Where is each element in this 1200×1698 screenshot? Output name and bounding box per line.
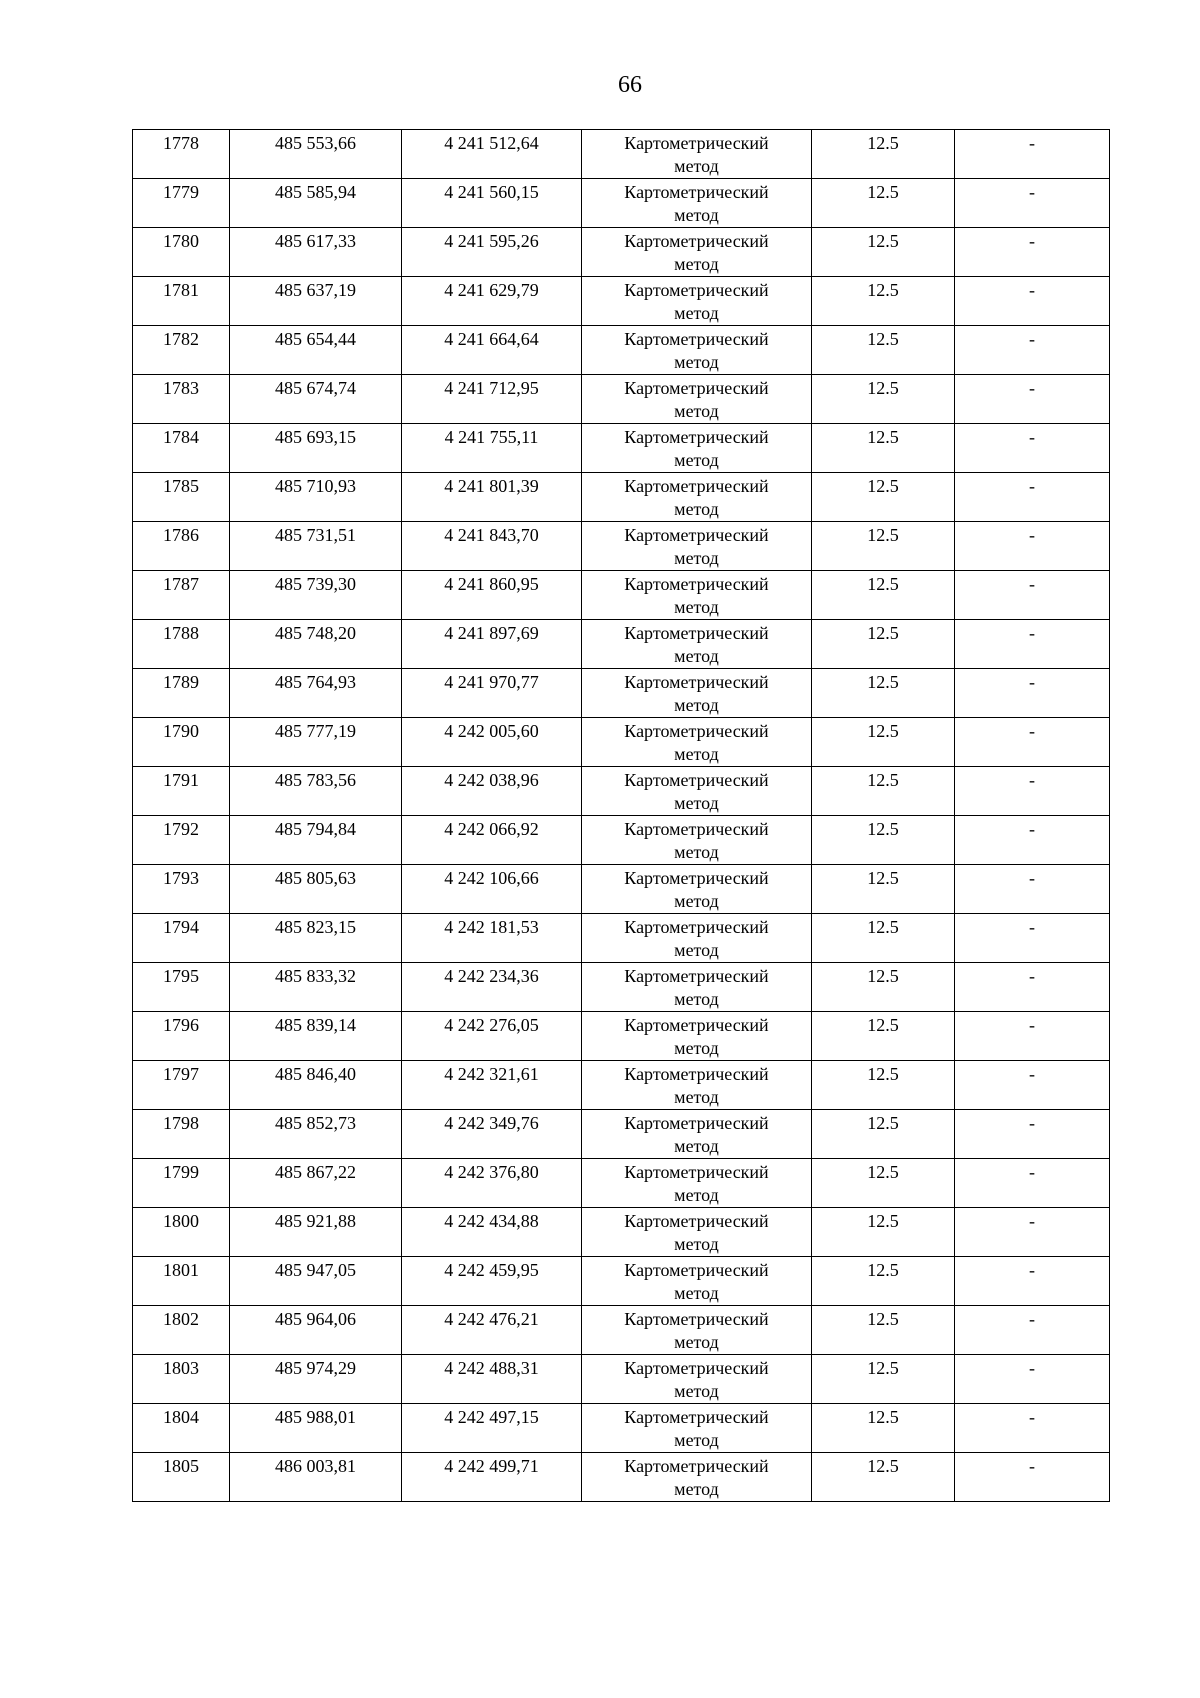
table-row bbox=[133, 228, 1110, 277]
method-text: Картометрический bbox=[624, 280, 769, 300]
table-row bbox=[133, 1306, 1110, 1355]
y-coordinate-cell: 4 241 860,95 bbox=[402, 571, 582, 620]
method-cell bbox=[582, 1355, 812, 1404]
note-cell: - bbox=[955, 1453, 1110, 1502]
table-row bbox=[133, 424, 1110, 473]
note-cell: - bbox=[955, 620, 1110, 669]
note-cell: - bbox=[955, 1159, 1110, 1208]
y-coordinate-cell: 4 242 459,95 bbox=[402, 1257, 582, 1306]
method-cell bbox=[582, 179, 812, 228]
point-number-cell: 1794 bbox=[133, 914, 230, 963]
table-row bbox=[133, 669, 1110, 718]
method-text: Картометрический bbox=[624, 1162, 769, 1182]
accuracy-cell: 12.5 bbox=[812, 1453, 955, 1502]
method-text: метод bbox=[674, 1332, 719, 1352]
method-cell bbox=[582, 816, 812, 865]
point-number-cell: 1781 bbox=[133, 277, 230, 326]
table-row bbox=[133, 914, 1110, 963]
point-number-cell: 1797 bbox=[133, 1061, 230, 1110]
method-text: Картометрический bbox=[624, 1358, 769, 1378]
method-cell bbox=[582, 277, 812, 326]
accuracy-cell: 12.5 bbox=[812, 130, 955, 179]
table-row bbox=[133, 1453, 1110, 1502]
method-text: метод bbox=[674, 597, 719, 617]
note-cell: - bbox=[955, 718, 1110, 767]
table-row bbox=[133, 130, 1110, 179]
note-cell: - bbox=[955, 130, 1110, 179]
accuracy-cell: 12.5 bbox=[812, 718, 955, 767]
accuracy-cell: 12.5 bbox=[812, 375, 955, 424]
x-coordinate-cell: 485 867,22 bbox=[230, 1159, 402, 1208]
method-text: метод bbox=[674, 1136, 719, 1156]
point-number-cell: 1782 bbox=[133, 326, 230, 375]
y-coordinate-cell: 4 241 595,26 bbox=[402, 228, 582, 277]
x-coordinate-cell: 485 947,05 bbox=[230, 1257, 402, 1306]
accuracy-cell: 12.5 bbox=[812, 914, 955, 963]
note-cell: - bbox=[955, 228, 1110, 277]
note-cell: - bbox=[955, 473, 1110, 522]
x-coordinate-cell: 485 674,74 bbox=[230, 375, 402, 424]
method-text: метод bbox=[674, 548, 719, 568]
point-number-cell: 1778 bbox=[133, 130, 230, 179]
accuracy-cell: 12.5 bbox=[812, 1159, 955, 1208]
method-text: Картометрический bbox=[624, 721, 769, 741]
method-cell bbox=[582, 1159, 812, 1208]
x-coordinate-cell: 485 839,14 bbox=[230, 1012, 402, 1061]
method-text: метод bbox=[674, 450, 719, 470]
note-cell: - bbox=[955, 865, 1110, 914]
accuracy-cell: 12.5 bbox=[812, 1257, 955, 1306]
y-coordinate-cell: 4 241 560,15 bbox=[402, 179, 582, 228]
method-text: Картометрический bbox=[624, 917, 769, 937]
method-cell bbox=[582, 1404, 812, 1453]
y-coordinate-cell: 4 242 499,71 bbox=[402, 1453, 582, 1502]
table-row bbox=[133, 375, 1110, 424]
method-text: Картометрический bbox=[624, 427, 769, 447]
table-row bbox=[133, 963, 1110, 1012]
point-number-cell: 1800 bbox=[133, 1208, 230, 1257]
x-coordinate-cell: 485 805,63 bbox=[230, 865, 402, 914]
method-text: Картометрический bbox=[624, 182, 769, 202]
point-number-cell: 1779 bbox=[133, 179, 230, 228]
method-text: метод bbox=[674, 254, 719, 274]
method-text: Картометрический bbox=[624, 1407, 769, 1427]
x-coordinate-cell: 485 846,40 bbox=[230, 1061, 402, 1110]
note-cell: - bbox=[955, 1404, 1110, 1453]
method-cell bbox=[582, 1257, 812, 1306]
table-row bbox=[133, 571, 1110, 620]
method-text: Картометрический bbox=[624, 574, 769, 594]
table-row bbox=[133, 816, 1110, 865]
method-text: Картометрический bbox=[624, 966, 769, 986]
x-coordinate-cell: 485 553,66 bbox=[230, 130, 402, 179]
x-coordinate-cell: 485 637,19 bbox=[230, 277, 402, 326]
method-text: метод bbox=[674, 744, 719, 764]
y-coordinate-cell: 4 241 664,64 bbox=[402, 326, 582, 375]
method-text: метод bbox=[674, 499, 719, 519]
table-row bbox=[133, 1159, 1110, 1208]
accuracy-cell: 12.5 bbox=[812, 179, 955, 228]
method-text: Картометрический bbox=[624, 378, 769, 398]
table-row bbox=[133, 1257, 1110, 1306]
method-text: метод bbox=[674, 303, 719, 323]
method-text: метод bbox=[674, 1087, 719, 1107]
point-number-cell: 1780 bbox=[133, 228, 230, 277]
x-coordinate-cell: 485 654,44 bbox=[230, 326, 402, 375]
y-coordinate-cell: 4 241 897,69 bbox=[402, 620, 582, 669]
x-coordinate-cell: 485 823,15 bbox=[230, 914, 402, 963]
table-row bbox=[133, 620, 1110, 669]
accuracy-cell: 12.5 bbox=[812, 571, 955, 620]
accuracy-cell: 12.5 bbox=[812, 1061, 955, 1110]
point-number-cell: 1792 bbox=[133, 816, 230, 865]
x-coordinate-cell: 485 748,20 bbox=[230, 620, 402, 669]
table-row bbox=[133, 1110, 1110, 1159]
accuracy-cell: 12.5 bbox=[812, 620, 955, 669]
accuracy-cell: 12.5 bbox=[812, 228, 955, 277]
x-coordinate-cell: 485 794,84 bbox=[230, 816, 402, 865]
y-coordinate-cell: 4 241 712,95 bbox=[402, 375, 582, 424]
point-number-cell: 1791 bbox=[133, 767, 230, 816]
method-text: Картометрический bbox=[624, 868, 769, 888]
x-coordinate-cell: 485 585,94 bbox=[230, 179, 402, 228]
method-text: Картометрический bbox=[624, 672, 769, 692]
y-coordinate-cell: 4 242 349,76 bbox=[402, 1110, 582, 1159]
x-coordinate-cell: 485 988,01 bbox=[230, 1404, 402, 1453]
method-text: метод bbox=[674, 793, 719, 813]
y-coordinate-cell: 4 242 434,88 bbox=[402, 1208, 582, 1257]
method-text: метод bbox=[674, 1430, 719, 1450]
point-number-cell: 1799 bbox=[133, 1159, 230, 1208]
point-number-cell: 1788 bbox=[133, 620, 230, 669]
method-text: Картометрический bbox=[624, 133, 769, 153]
method-text: Картометрический bbox=[624, 329, 769, 349]
note-cell: - bbox=[955, 963, 1110, 1012]
method-cell bbox=[582, 424, 812, 473]
note-cell: - bbox=[955, 1355, 1110, 1404]
table-row bbox=[133, 522, 1110, 571]
table-row bbox=[133, 718, 1110, 767]
accuracy-cell: 12.5 bbox=[812, 1404, 955, 1453]
method-text: метод bbox=[674, 1283, 719, 1303]
y-coordinate-cell: 4 242 106,66 bbox=[402, 865, 582, 914]
table-row bbox=[133, 1208, 1110, 1257]
note-cell: - bbox=[955, 326, 1110, 375]
method-cell bbox=[582, 1061, 812, 1110]
x-coordinate-cell: 485 710,93 bbox=[230, 473, 402, 522]
method-text: метод bbox=[674, 989, 719, 1009]
method-cell bbox=[582, 669, 812, 718]
table-row bbox=[133, 1012, 1110, 1061]
method-cell bbox=[582, 228, 812, 277]
method-cell bbox=[582, 1208, 812, 1257]
table-row bbox=[133, 473, 1110, 522]
method-text: Картометрический bbox=[624, 770, 769, 790]
accuracy-cell: 12.5 bbox=[812, 1355, 955, 1404]
method-cell bbox=[582, 1110, 812, 1159]
method-text: метод bbox=[674, 156, 719, 176]
note-cell: - bbox=[955, 669, 1110, 718]
note-cell: - bbox=[955, 1257, 1110, 1306]
accuracy-cell: 12.5 bbox=[812, 963, 955, 1012]
method-text: Картометрический bbox=[624, 1211, 769, 1231]
y-coordinate-cell: 4 241 843,70 bbox=[402, 522, 582, 571]
accuracy-cell: 12.5 bbox=[812, 767, 955, 816]
table-row bbox=[133, 1404, 1110, 1453]
method-text: метод bbox=[674, 205, 719, 225]
method-cell bbox=[582, 865, 812, 914]
x-coordinate-cell: 485 739,30 bbox=[230, 571, 402, 620]
method-cell bbox=[582, 326, 812, 375]
point-number-cell: 1804 bbox=[133, 1404, 230, 1453]
table-row bbox=[133, 179, 1110, 228]
method-cell bbox=[582, 718, 812, 767]
method-cell bbox=[582, 473, 812, 522]
method-cell bbox=[582, 767, 812, 816]
x-coordinate-cell: 485 852,73 bbox=[230, 1110, 402, 1159]
point-number-cell: 1785 bbox=[133, 473, 230, 522]
method-text: метод bbox=[674, 940, 719, 960]
method-cell bbox=[582, 130, 812, 179]
point-number-cell: 1796 bbox=[133, 1012, 230, 1061]
method-cell bbox=[582, 1453, 812, 1502]
y-coordinate-cell: 4 241 512,64 bbox=[402, 130, 582, 179]
y-coordinate-cell: 4 241 755,11 bbox=[402, 424, 582, 473]
point-number-cell: 1790 bbox=[133, 718, 230, 767]
point-number-cell: 1783 bbox=[133, 375, 230, 424]
accuracy-cell: 12.5 bbox=[812, 669, 955, 718]
method-text: метод bbox=[674, 1234, 719, 1254]
x-coordinate-cell: 485 764,93 bbox=[230, 669, 402, 718]
point-number-cell: 1805 bbox=[133, 1453, 230, 1502]
method-text: метод bbox=[674, 1185, 719, 1205]
y-coordinate-cell: 4 241 801,39 bbox=[402, 473, 582, 522]
x-coordinate-cell: 485 617,33 bbox=[230, 228, 402, 277]
note-cell: - bbox=[955, 277, 1110, 326]
point-number-cell: 1801 bbox=[133, 1257, 230, 1306]
accuracy-cell: 12.5 bbox=[812, 473, 955, 522]
method-text: метод bbox=[674, 646, 719, 666]
y-coordinate-cell: 4 242 276,05 bbox=[402, 1012, 582, 1061]
note-cell: - bbox=[955, 1061, 1110, 1110]
point-number-cell: 1802 bbox=[133, 1306, 230, 1355]
accuracy-cell: 12.5 bbox=[812, 522, 955, 571]
x-coordinate-cell: 485 833,32 bbox=[230, 963, 402, 1012]
note-cell: - bbox=[955, 571, 1110, 620]
accuracy-cell: 12.5 bbox=[812, 424, 955, 473]
method-cell bbox=[582, 1306, 812, 1355]
method-cell bbox=[582, 375, 812, 424]
y-coordinate-cell: 4 242 476,21 bbox=[402, 1306, 582, 1355]
method-cell bbox=[582, 522, 812, 571]
x-coordinate-cell: 485 974,29 bbox=[230, 1355, 402, 1404]
point-number-cell: 1789 bbox=[133, 669, 230, 718]
table-row bbox=[133, 277, 1110, 326]
table-row bbox=[133, 767, 1110, 816]
x-coordinate-cell: 485 964,06 bbox=[230, 1306, 402, 1355]
note-cell: - bbox=[955, 816, 1110, 865]
x-coordinate-cell: 486 003,81 bbox=[230, 1453, 402, 1502]
method-text: метод bbox=[674, 695, 719, 715]
note-cell: - bbox=[955, 179, 1110, 228]
note-cell: - bbox=[955, 1306, 1110, 1355]
point-number-cell: 1793 bbox=[133, 865, 230, 914]
point-number-cell: 1784 bbox=[133, 424, 230, 473]
x-coordinate-cell: 485 921,88 bbox=[230, 1208, 402, 1257]
method-text: Картометрический bbox=[624, 476, 769, 496]
method-text: Картометрический bbox=[624, 819, 769, 839]
accuracy-cell: 12.5 bbox=[812, 277, 955, 326]
method-cell bbox=[582, 1012, 812, 1061]
method-text: метод bbox=[674, 891, 719, 911]
y-coordinate-cell: 4 241 629,79 bbox=[402, 277, 582, 326]
method-text: Картометрический bbox=[624, 1064, 769, 1084]
method-text: Картометрический bbox=[624, 1309, 769, 1329]
note-cell: - bbox=[955, 914, 1110, 963]
y-coordinate-cell: 4 242 321,61 bbox=[402, 1061, 582, 1110]
method-text: Картометрический bbox=[624, 231, 769, 251]
point-number-cell: 1798 bbox=[133, 1110, 230, 1159]
y-coordinate-cell: 4 242 497,15 bbox=[402, 1404, 582, 1453]
note-cell: - bbox=[955, 1208, 1110, 1257]
method-cell bbox=[582, 963, 812, 1012]
y-coordinate-cell: 4 242 038,96 bbox=[402, 767, 582, 816]
x-coordinate-cell: 485 783,56 bbox=[230, 767, 402, 816]
method-text: метод bbox=[674, 1038, 719, 1058]
method-text: метод bbox=[674, 1381, 719, 1401]
method-text: Картометрический bbox=[624, 1456, 769, 1476]
note-cell: - bbox=[955, 767, 1110, 816]
method-text: Картометрический bbox=[624, 525, 769, 545]
method-text: Картометрический bbox=[624, 1113, 769, 1133]
table-row bbox=[133, 1355, 1110, 1404]
note-cell: - bbox=[955, 1110, 1110, 1159]
note-cell: - bbox=[955, 424, 1110, 473]
x-coordinate-cell: 485 731,51 bbox=[230, 522, 402, 571]
method-text: Картометрический bbox=[624, 1015, 769, 1035]
note-cell: - bbox=[955, 1012, 1110, 1061]
coordinates-table-body bbox=[133, 130, 1110, 1502]
accuracy-cell: 12.5 bbox=[812, 865, 955, 914]
method-cell bbox=[582, 620, 812, 669]
method-text: метод bbox=[674, 842, 719, 862]
method-text: метод bbox=[674, 352, 719, 372]
y-coordinate-cell: 4 242 234,36 bbox=[402, 963, 582, 1012]
accuracy-cell: 12.5 bbox=[812, 326, 955, 375]
method-text: метод bbox=[674, 1479, 719, 1499]
method-cell bbox=[582, 914, 812, 963]
y-coordinate-cell: 4 242 005,60 bbox=[402, 718, 582, 767]
point-number-cell: 1795 bbox=[133, 963, 230, 1012]
table-row bbox=[133, 865, 1110, 914]
y-coordinate-cell: 4 242 376,80 bbox=[402, 1159, 582, 1208]
accuracy-cell: 12.5 bbox=[812, 1012, 955, 1061]
y-coordinate-cell: 4 242 488,31 bbox=[402, 1355, 582, 1404]
accuracy-cell: 12.5 bbox=[812, 1110, 955, 1159]
x-coordinate-cell: 485 777,19 bbox=[230, 718, 402, 767]
method-text: метод bbox=[674, 401, 719, 421]
note-cell: - bbox=[955, 375, 1110, 424]
y-coordinate-cell: 4 241 970,77 bbox=[402, 669, 582, 718]
accuracy-cell: 12.5 bbox=[812, 816, 955, 865]
note-cell: - bbox=[955, 522, 1110, 571]
point-number-cell: 1803 bbox=[133, 1355, 230, 1404]
method-cell bbox=[582, 571, 812, 620]
coordinates-table bbox=[132, 129, 1110, 1502]
page-number: 66 bbox=[618, 72, 642, 98]
y-coordinate-cell: 4 242 181,53 bbox=[402, 914, 582, 963]
method-text: Картометрический bbox=[624, 1260, 769, 1280]
point-number-cell: 1787 bbox=[133, 571, 230, 620]
x-coordinate-cell: 485 693,15 bbox=[230, 424, 402, 473]
method-text: Картометрический bbox=[624, 623, 769, 643]
accuracy-cell: 12.5 bbox=[812, 1208, 955, 1257]
table-row bbox=[133, 326, 1110, 375]
y-coordinate-cell: 4 242 066,92 bbox=[402, 816, 582, 865]
point-number-cell: 1786 bbox=[133, 522, 230, 571]
accuracy-cell: 12.5 bbox=[812, 1306, 955, 1355]
table-row bbox=[133, 1061, 1110, 1110]
